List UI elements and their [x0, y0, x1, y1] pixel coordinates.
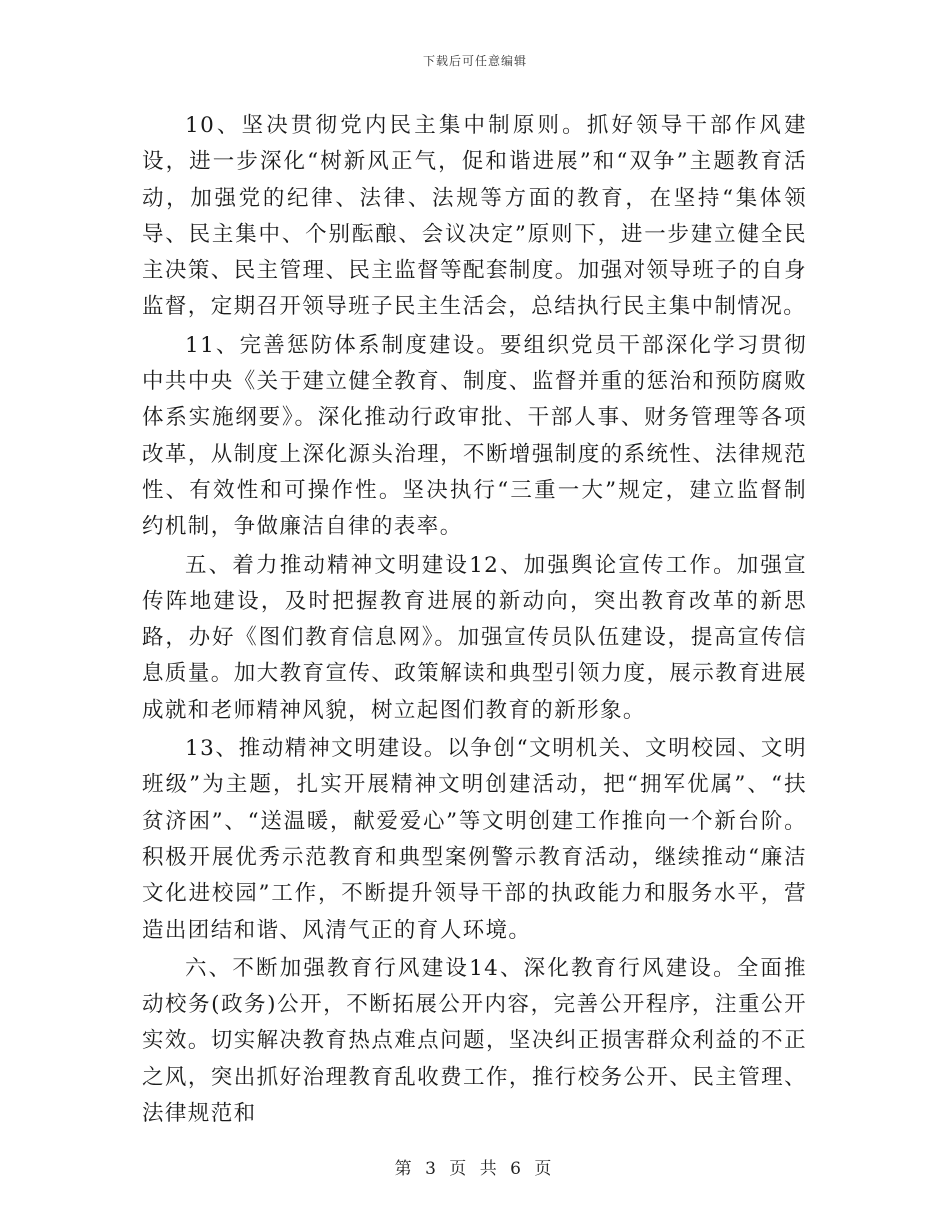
paragraph-11: 11、完善惩防体系制度建设。要组织党员干部深化学习贯彻中共中央《关于建立健全教育、制度、监督并重的惩治和预防腐败体系实施纲要》。深化推动行政审批、干部人事、财务管理等各项改革，从制度上深化源头治理，不断增强制度的系统性、法律规范性、有效性和可操作性。坚决执行“三重一大”规定，建立监督制约机制，争做廉洁自律的表率。 — [142, 332, 807, 540]
document-body — [142, 108, 807, 1134]
paragraph-section-6: 六、不断加强教育行风建设14、深化教育行风建设。全面推动校务(政务)公开，不断拓展公开内容，完善公开程序，注重公开实效。切实解决教育热点难点问题，坚决纠正损害群众利益的不正之风，突出抓好治理教育乱收费工作，推行校务公开、民主管理、法律规范和 — [142, 955, 807, 1127]
paragraph-13: 13、推动精神文明建设。以争创“文明机关、文明校园、文明班级”为主题，扎实开展精神文明创建活动，把“拥军优属”、“扶贫济困”、“送温暖，献爱爱心”等文明创建工作推向一个新台阶。积极开展优秀示范教育和典型案例警示教育活动，继续推动“廉洁文化进校园”工作，不断提升领导干部的执政能力和服务水平，营造出团结和谐、风清气正的育人环境。 — [142, 736, 807, 943]
paragraph-section-5: 五、着力推动精神文明建设12、加强舆论宣传工作。加强宣传阵地建设，及时把握教育进展的新动向，突出教育改革的新思路，办好《图们教育信息网》。加强宣传员队伍建设，提高宣传信息质量。加大教育宣传、政策解读和典型引领力度，展示教育进展成就和老师精神风貌，树立起图们教育的新形象。 — [142, 552, 807, 723]
page-header: 下载后可任意编辑 — [422, 54, 527, 68]
page-number-footer: 第 3 页 共 6 页 — [394, 1159, 556, 1179]
paragraph-10: 10、坚决贯彻党内民主集中制原则。抓好领导干部作风建设，进一步深化“树新风正气，促和谐进展”和“双争”主题教育活动，加强党的纪律、法律、法规等方面的教育，在坚持“集体领导、民主集中、个别酝酿、会议决定”原则下，进一步建立健全民主决策、民主管理、民主监督等配套制度。加强对领导班子的自身监督，定期召开领导班子民主生活会，总结执行民主集中制情况。 — [142, 113, 807, 320]
